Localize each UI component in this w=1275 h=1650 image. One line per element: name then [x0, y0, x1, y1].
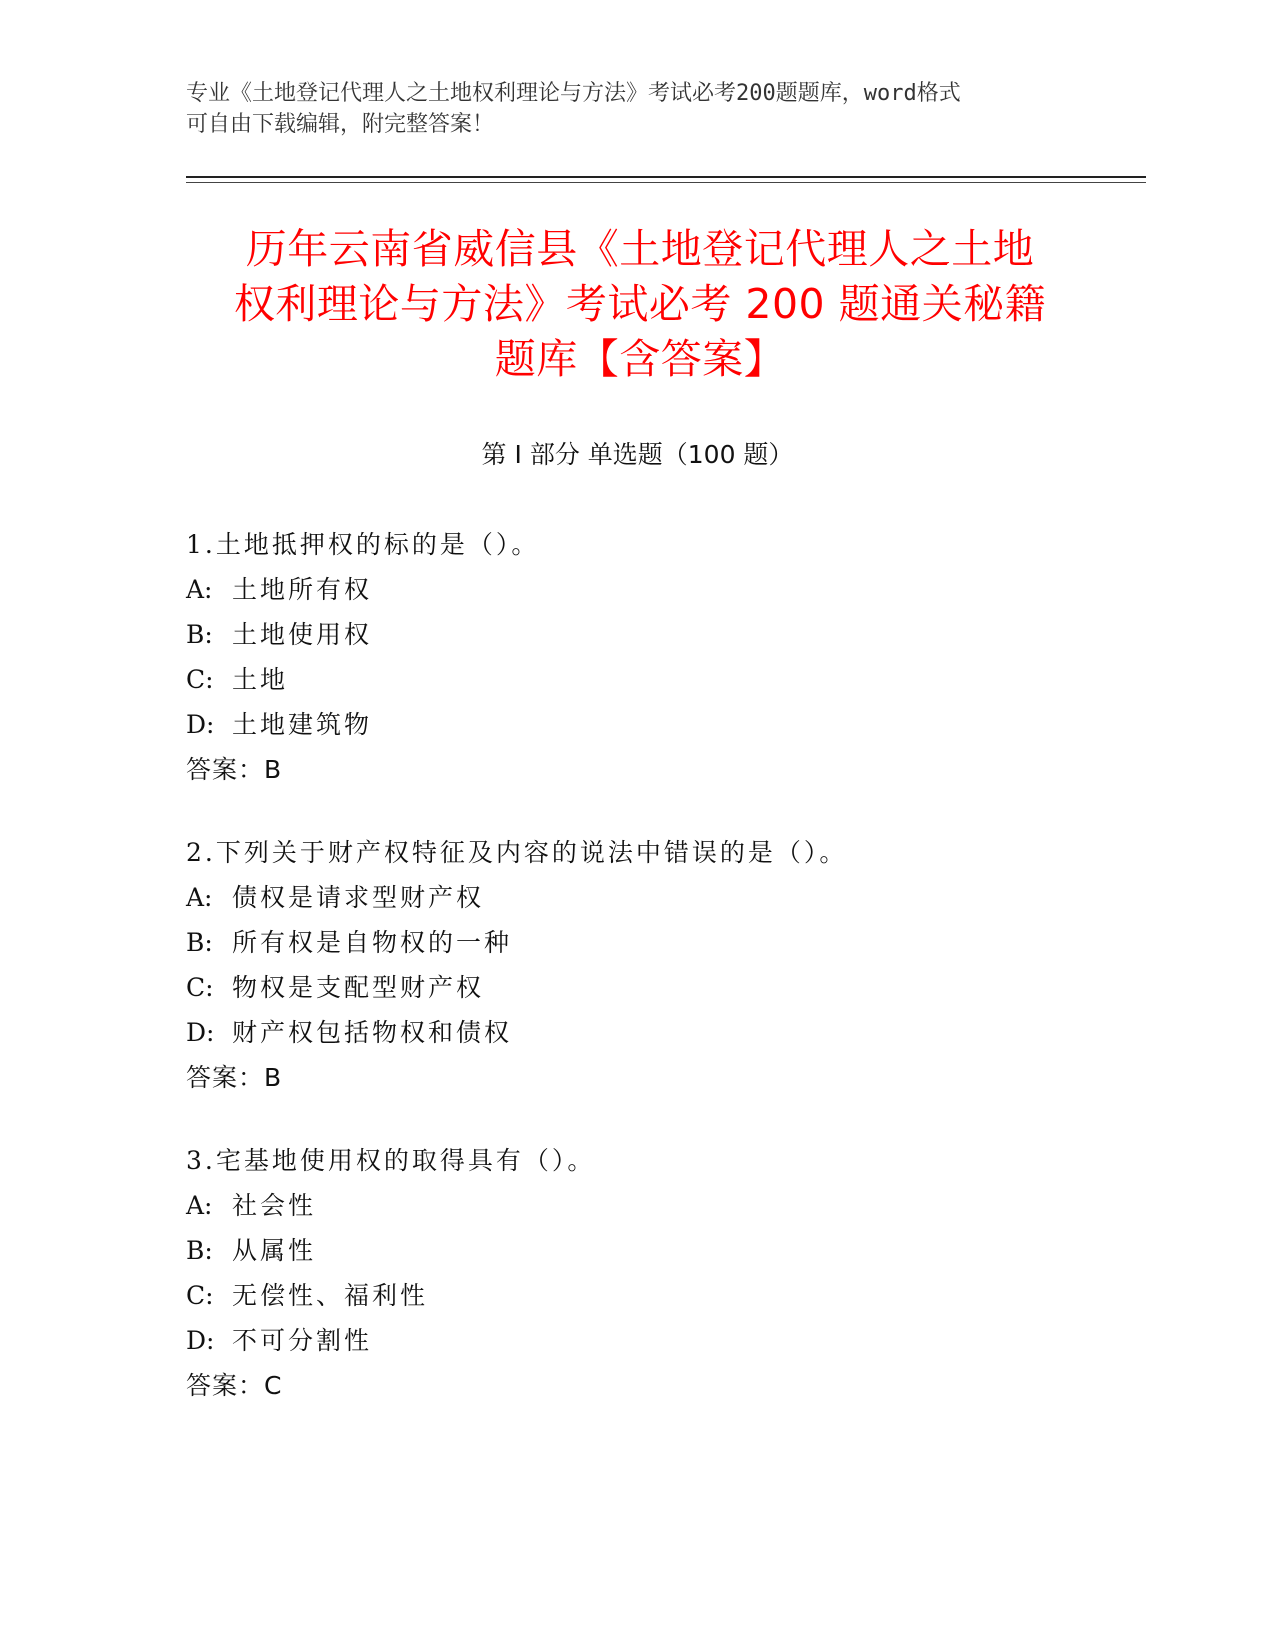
option-letter: D:: [186, 1018, 215, 1047]
option-b: [186, 1228, 1086, 1273]
option-text: 土地所有权: [232, 575, 373, 604]
option-d: [186, 1318, 1086, 1363]
section-heading: 第 I 部分 单选题（100 题）: [481, 440, 794, 469]
option-text: 社会性: [232, 1191, 317, 1220]
option-b: [186, 612, 1086, 657]
answer-line: 答案：B: [186, 1063, 283, 1092]
option-letter: D:: [186, 710, 215, 739]
answer-line: 答案：C: [186, 1371, 283, 1400]
option-letter: B:: [186, 1236, 213, 1265]
option-text: 土地: [232, 665, 289, 694]
option-letter: A:: [186, 575, 213, 604]
question-stem: 3.宅基地使用权的取得具有（）。: [186, 1146, 596, 1175]
option-text: 不可分割性: [232, 1326, 373, 1355]
question-item: [186, 830, 1086, 1100]
title-line-1: 历年云南省威信县《土地登记代理人之土地: [245, 225, 1035, 273]
option-d: [186, 702, 1086, 747]
option-text: 物权是支配型财产权: [232, 973, 485, 1002]
document-title: [190, 222, 1090, 387]
option-text: 债权是请求型财产权: [232, 883, 485, 912]
option-a: [186, 567, 1086, 612]
question-item: [186, 522, 1086, 792]
option-text: 土地建筑物: [232, 710, 373, 739]
header-line-2: 可自由下载编辑，附完整答案！: [186, 112, 495, 137]
option-a: [186, 1183, 1086, 1228]
page-header: [186, 78, 1066, 140]
option-text: 从属性: [232, 1236, 317, 1265]
answer-line: 答案：B: [186, 755, 283, 784]
option-c: [186, 657, 1086, 702]
option-text: 财产权包括物权和债权: [232, 1018, 513, 1047]
question-stem: 1.土地抵押权的标的是（）。: [186, 530, 540, 559]
option-letter: A:: [186, 1191, 213, 1220]
option-letter: C:: [186, 1281, 214, 1310]
option-letter: C:: [186, 665, 214, 694]
question-item: [186, 1138, 1086, 1408]
option-letter: A:: [186, 883, 213, 912]
option-b: [186, 920, 1086, 965]
option-text: 土地使用权: [232, 620, 373, 649]
question-list: [186, 522, 1086, 1446]
title-line-3: 题库【含答案】: [494, 335, 786, 383]
option-letter: B:: [186, 928, 213, 957]
option-letter: C:: [186, 973, 214, 1002]
option-letter: D:: [186, 1326, 215, 1355]
option-c: [186, 965, 1086, 1010]
option-text: 所有权是自物权的一种: [232, 928, 513, 957]
header-divider-thick: [186, 176, 1146, 178]
question-stem: 2.下列关于财产权特征及内容的说法中错误的是（）。: [186, 838, 848, 867]
header-divider-thin: [186, 182, 1146, 183]
option-letter: B:: [186, 620, 213, 649]
header-line-1: 专业《土地登记代理人之土地权利理论与方法》考试必考200题题库，word格式: [186, 81, 961, 106]
option-text: 无偿性、福利性: [232, 1281, 429, 1310]
title-line-2: 权利理论与方法》考试必考 200 题通关秘籍: [233, 280, 1047, 328]
option-d: [186, 1010, 1086, 1055]
option-a: [186, 875, 1086, 920]
option-c: [186, 1273, 1086, 1318]
